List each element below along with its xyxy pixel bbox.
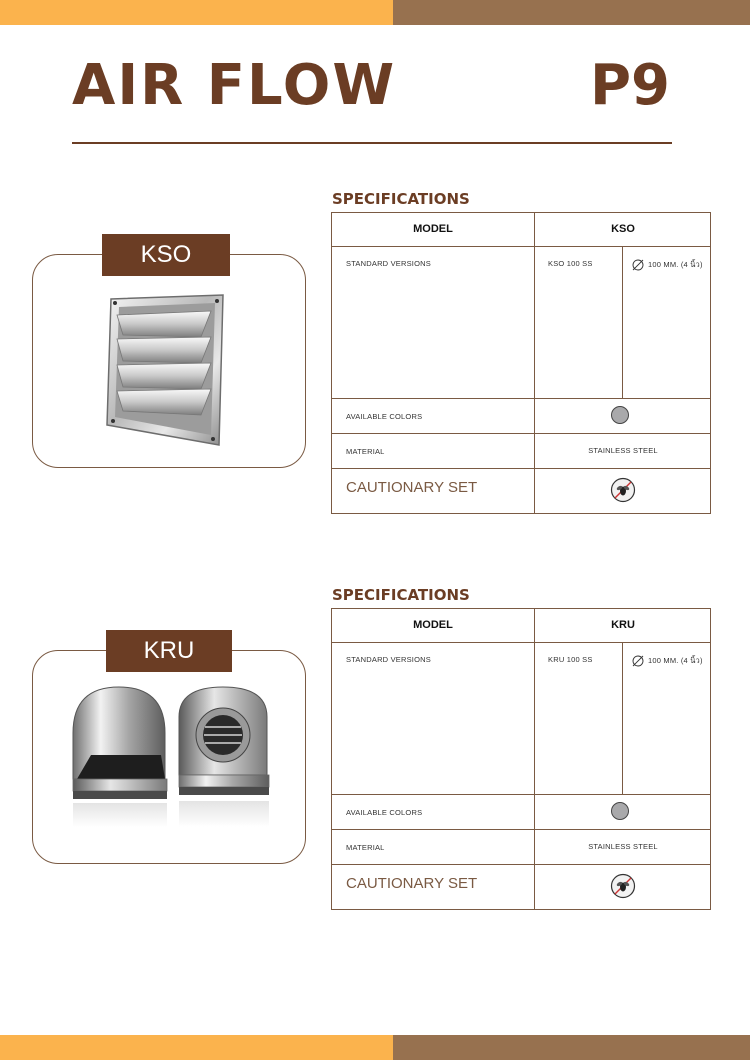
cautionary-set-label: CAUTIONARY SET [346, 479, 478, 496]
table-divider [332, 398, 710, 399]
version-size: 100 MM. (4 นิ้ว) [648, 260, 703, 269]
insect-screen-icon [610, 873, 636, 899]
title-divider [72, 142, 672, 144]
bottom-bar-orange [0, 1035, 393, 1060]
version-size: 100 MM. (4 นิ้ว) [648, 656, 703, 665]
insect-screen-icon [610, 477, 636, 503]
product-image-card [32, 650, 306, 864]
cautionary-set-label: CAUTIONARY SET [346, 875, 478, 892]
page-title: AIR FLOW [72, 53, 397, 118]
specifications-heading: SPECIFICATIONS [332, 190, 470, 208]
top-bar-orange [0, 0, 393, 25]
material-value: STAINLESS STEEL [588, 446, 658, 455]
top-color-bar [0, 0, 750, 25]
table-divider [332, 433, 710, 434]
specifications-table [331, 212, 711, 514]
diameter-icon [632, 259, 644, 271]
specifications-heading: SPECIFICATIONS [332, 586, 470, 604]
version-code: KRU 100 SS [548, 655, 593, 664]
product-image-card [32, 254, 306, 468]
table-divider [332, 864, 710, 865]
version-code: KSO 100 SS [548, 259, 593, 268]
hood-vent-image [33, 651, 305, 863]
diameter-icon [632, 655, 644, 667]
table-divider [332, 246, 710, 247]
table-divider [332, 468, 710, 469]
table-divider [332, 794, 710, 795]
product-label-kso: KSO [102, 234, 230, 276]
table-column-divider [622, 246, 623, 398]
table-column-divider [534, 213, 535, 514]
bottom-color-bar [0, 1035, 750, 1060]
page-number: P9 [589, 53, 670, 118]
bottom-bar-brown [393, 1035, 750, 1060]
product-section-kso [0, 190, 750, 520]
material-label: MATERIAL [346, 447, 385, 456]
model-value: KRU [611, 619, 635, 631]
model-label: MODEL [413, 619, 453, 631]
product-label-kru: KRU [106, 630, 232, 672]
available-colors-label: AVAILABLE COLORS [346, 808, 423, 817]
material-value: STAINLESS STEEL [588, 842, 658, 851]
table-column-divider [622, 642, 623, 794]
top-bar-brown [393, 0, 750, 25]
product-section-kru [0, 586, 750, 916]
color-swatch-silver [611, 406, 629, 424]
standard-versions-label: STANDARD VERSIONS [346, 259, 431, 268]
standard-versions-label: STANDARD VERSIONS [346, 655, 431, 664]
table-divider [332, 829, 710, 830]
table-divider [332, 642, 710, 643]
model-label: MODEL [413, 223, 453, 235]
table-column-divider [534, 609, 535, 910]
color-swatch-silver [611, 802, 629, 820]
available-colors-label: AVAILABLE COLORS [346, 412, 423, 421]
material-label: MATERIAL [346, 843, 385, 852]
specifications-table [331, 608, 711, 910]
louvered-vent-image [33, 255, 305, 467]
model-value: KSO [611, 223, 635, 235]
